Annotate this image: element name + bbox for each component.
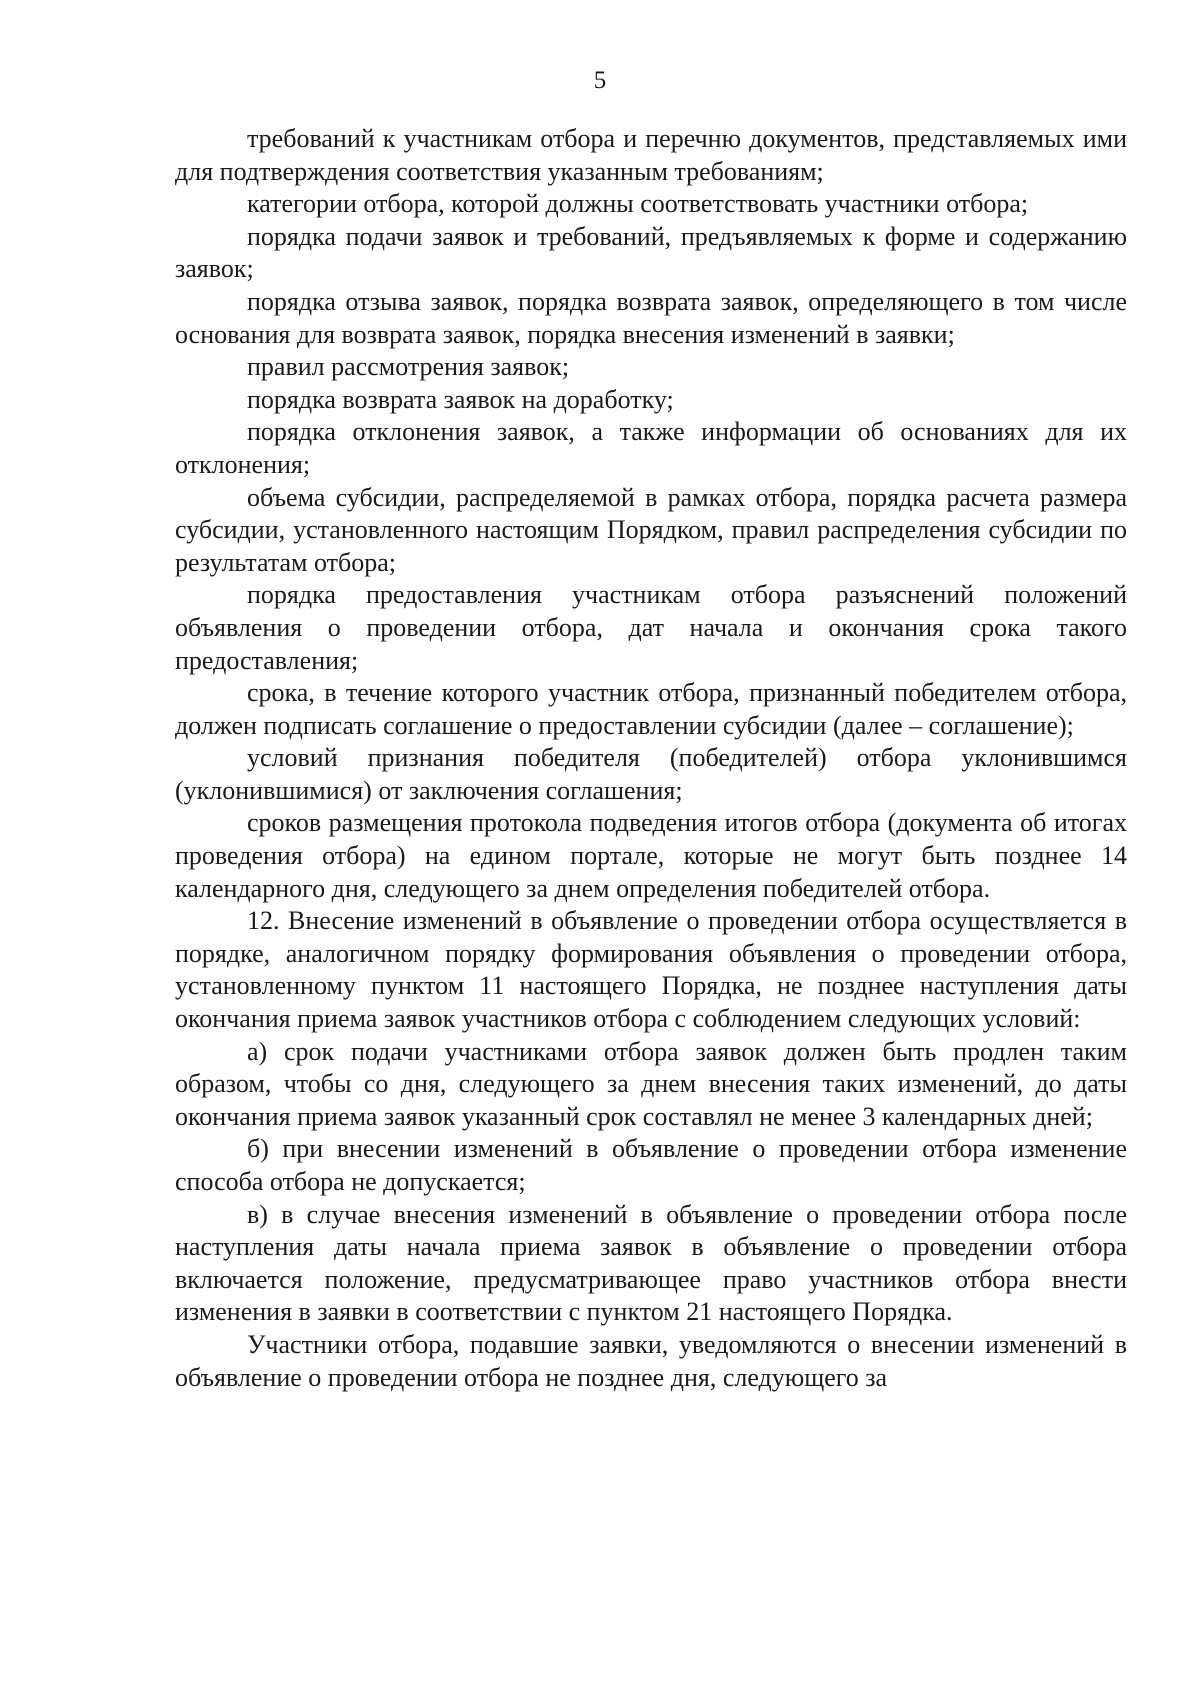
paragraph-rejection: порядка отклонения заявок, а также информации об основаниях для их отклонения; [175,417,1127,479]
paragraph-participants-notification: Участники отбора, подавшие заявки, уведомляются о внесении изменений в объявление о проведении отбора не позднее дня, следующего за [175,1329,1127,1392]
paragraph-return-for-revision: порядка возврата заявок на доработку; [247,384,674,414]
paragraph-subitem-a: а) срок подачи участниками отбора заявок должен быть продлен таким образом, чтобы со дня, следующего за днем внесения таких изменений, до даты окончания приема заявок указанный срок составлял не менее 3 календарных дней; [175,1036,1127,1131]
paragraph-item-12: 12. Внесение изменений в объявление о проведении отбора осуществляется в порядке, аналогичном порядку формирования объявления о проведении отбора, установленному пунктом 11 настоящего Порядка, не позднее наступления даты окончания приема заявок участников отбора с соблюдением следующих условий: [175,906,1127,1034]
paragraph-subitem-b: б) при внесении изменений в объявление о проведении отбора изменение способа отбора не допускается; [175,1134,1127,1196]
paragraph-requirements-list: требований к участникам отбора и перечню документов, представляемых ими для подтверждения соответствия указанным требованиям; [175,124,1127,186]
paragraph-evasion-conditions: условий признания победителя (победителей) отбора уклонившимся (уклонившимися) от заключения соглашения; [175,743,1127,805]
page-number: 5 [593,67,607,94]
paragraph-application-withdrawal: порядка отзыва заявок, порядка возврата заявок, определяющего в том числе основания для возврата заявок, порядка внесения изменений в заявки; [175,286,1127,349]
paragraph-protocol-publication: сроков размещения протокола подведения итогов отбора (документа об итогах проведения отбора) на едином портале, которые не могут быть позднее 14 календарного дня, следующего за днем определения победителей отбора. [175,808,1127,903]
paragraph-clarifications: порядка предоставления участникам отбора разъяснений положений объявления о проведении отбора, дат начала и окончания срока такого предоставления; [175,580,1127,675]
paragraph-subsidy-volume: объема субсидии, распределяемой в рамках отбора, порядка расчета размера субсидии, установленного настоящим Порядком, правил распределения субсидии по результатам отбора; [175,482,1127,577]
paragraph-application-submission: порядка подачи заявок и требований, предъявляемых к форме и содержанию заявок; [175,221,1127,284]
paragraph-review-rules: правил рассмотрения заявок; [247,352,570,382]
paragraph-agreement-deadline: срока, в течение которого участник отбора, признанный победителем отбора, должен подписать соглашение о предоставлении субсидии (далее – соглашение); [175,678,1127,740]
paragraph-subitem-v: в) в случае внесения изменений в объявление о проведении отбора после наступления даты начала приема заявок в объявление о проведении отбора включается положение, предусматривающее право участников отбора внести изменения в заявки в соответствии с пунктом 21 настоящего Порядка. [175,1199,1127,1327]
paragraph-selection-category: категории отбора, которой должны соответствовать участники отбора; [247,189,1029,219]
document-body [175,123,1127,1394]
